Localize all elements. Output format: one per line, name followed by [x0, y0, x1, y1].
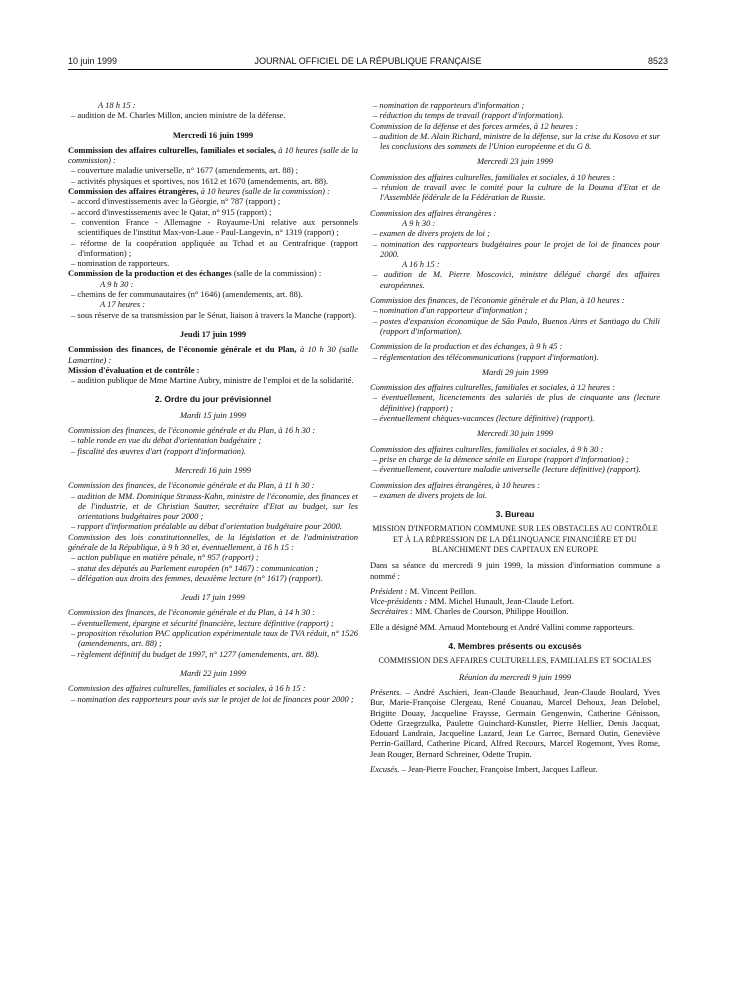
office-holder: Secrétaires : MM. Charles de Courson, Philippe Houillon. — [370, 606, 569, 617]
agenda-item: – réforme de la coopération appliquée au Tchad et au Centrafrique (rapport d'information) ; — [71, 237, 358, 258]
committee-entry: Commission des finances, de l'économie générale et du Plan, à 14 h 30 : — [68, 607, 316, 618]
attendance-excused: Excusés. – Jean-Pierre Foucher, Françoise Imbert, Jacques Lafleur. — [370, 764, 598, 775]
agenda-item: – statut des députés au Parlement européen (n° 1467) : communication ; — [71, 562, 319, 573]
committee-entry: Commission des affaires culturelles, familiales et sociales, à 16 h 15 : — [68, 683, 306, 694]
day-heading: Mardi 22 juin 1999 — [179, 667, 247, 678]
agenda-item: – nomination de rapporteurs. — [71, 258, 170, 269]
page-header — [68, 56, 668, 70]
section-heading: 3. Bureau — [495, 509, 535, 520]
committee-entry: Commission des lois constitutionnelles, de la législation et de l'administration générale de la République, à 9 h 30 et, éventuellement, à 16 h 15 : — [68, 531, 358, 552]
agenda-item: – nomination des rapporteurs budgétaires pour le projet de loi de finances pour 2000. — [373, 238, 660, 259]
agenda-item: – audition de M. Alain Richard, ministre de la défense, sur la crise du Kosovo et sur les conclusions des sommets de l'Union européenne et du G 8. — [373, 130, 660, 152]
agenda-item: – postes d'expansion économique de São Paulo, Buenos Aires et Santiago du Chili (rapport d'information). — [373, 315, 660, 336]
agenda-item: – activités physiques et sportives, nos 1612 et 1670 (amendements, art. 88). — [71, 175, 329, 186]
agenda-item: – table ronde en vue du débat d'orientation budgétaire ; — [71, 435, 262, 446]
day-heading: Mercredi 30 juin 1999 — [476, 428, 554, 439]
agenda-item: – chemins de fer communautaires (n° 1646) (amendements, art. 88). — [71, 289, 303, 300]
committee-entry: Commission des finances, de l'économie générale et du Plan, à 11 h 30 : — [68, 480, 315, 491]
committee-entry: Commission des affaires culturelles, familiales et sociales, à 10 heures : — [370, 171, 616, 182]
agenda-item: – sous réserve de sa transmission par le Sénat, liaison à travers la Manche (rapport). — [71, 309, 357, 320]
header-rule — [68, 69, 668, 70]
committee-entry: Commission des affaires culturelles, familiales et sociales, à 10 heures (salle de la commission) : — [68, 144, 358, 166]
agenda-item: – audition de M. Charles Millon, ancien ministre de la défense. — [71, 110, 286, 121]
committee-entry: Commission des affaires culturelles, familiales et sociales, à 9 h 30 : — [370, 443, 604, 454]
agenda-item: – éventuellement chèques-vacances (lecture définitive) (rapport). — [373, 413, 595, 424]
section-heading: 4. Membres présents ou excusés — [448, 641, 582, 652]
day-heading: Mercredi 16 juin 1999 — [174, 464, 252, 475]
body-paragraph: Dans sa séance du mercredi 9 juin 1999, la mission d'information commune a nommé : — [370, 560, 660, 581]
time-label: A 16 h 15 : — [402, 259, 440, 270]
day-heading: Mardi 15 juin 1999 — [179, 409, 247, 420]
agenda-item: – accord d'investissements avec le Qatar, n° 915 (rapport) ; — [71, 206, 272, 217]
agenda-item: – examen de divers projets de loi. — [373, 489, 488, 500]
agenda-item: – réduction du temps de travail (rapport d'information). — [373, 110, 564, 121]
agenda-item: – nomination des rapporteurs pour avis sur le projet de loi de finances pour 2000 ; — [71, 693, 354, 704]
time-label: A 9 h 30 : — [402, 217, 436, 228]
agenda-item: – prise en charge de la démence sénile en Europe (rapport d'information) ; — [373, 453, 629, 464]
office-holder: Président : M. Vincent Peillon. — [370, 585, 477, 596]
section-heading: 2. Ordre du jour prévisionnel — [154, 394, 272, 405]
committee-entry: Commission des affaires étrangères, à 10 heures : — [370, 479, 540, 490]
right-column — [370, 100, 660, 774]
time-label: A 17 heures : — [100, 299, 146, 310]
committee-entry: Commission des finances, de l'économie générale et du Plan, à 16 h 30 : — [68, 425, 316, 436]
agenda-item: – éventuellement, couverture maladie universelle (lecture définitive) (rapport). — [373, 464, 641, 475]
agenda-item: – réglementation des télécommunications (rapport d'information). — [373, 351, 599, 362]
committee-entry: Commission de la défense et des forces armées, à 12 heures : — [370, 120, 579, 131]
agenda-item: – action publique en matière pénale, n° 957 (rapport) ; — [71, 552, 259, 563]
agenda-item: – rapport d'information préalable au débat d'orientation budgétaire pour 2000. — [71, 521, 343, 532]
committee-entry: Commission des affaires étrangères : — [370, 207, 497, 218]
committee-entry: Commission des affaires culturelles, familiales et sociales, à 12 heures : — [370, 382, 616, 393]
committee-entry: Commission des finances, de l'économie générale et du Plan, à 10 heures : — [370, 295, 625, 306]
attendance-present: Présents. – André Aschieri, Jean-Claude Beauchaud, Jean-Claude Boulard, Yves Bur, Marie-Françoise Clergeau, René Couanau, Marcel Dehoux, Jean Delobel, Brigitte Douay, Jacqueline Fraysse, Germain Gengenwin, Catherine Génisson, Odette Grzegrzulka, Paulette Guinchard-Kunstler, Pierre Hellier, Denis Jacquat, Edouard Landrain, Jacqueline Lazard, Jean Le Garrec, Bernard Outin, Geneviève Perrin-Gaillard, Catherine Picard, Alfred Recours, Marcel Rogemont, Yves Rome, Jean Rouger, Bernard Schreiner, Odette Trupin. — [370, 686, 660, 759]
day-heading: Jeudi 17 juin 1999 — [179, 328, 247, 339]
day-heading: Jeudi 17 juin 1999 — [181, 592, 245, 603]
agenda-item: – proposition résolution PAC application expérimentale taux de TVA réduit, n° 1526 (amendements, art. 88) ; — [71, 628, 358, 649]
body-paragraph: Elle a désigné MM. Arnaud Montebourg et André Vallini comme rapporteurs. — [370, 621, 635, 632]
agenda-item: – éventuellement, épargne et sécurité financière, lecture définitive (rapport) ; — [71, 617, 334, 628]
time-label: A 18 h 15 : — [98, 100, 136, 110]
header-date: 10 juin 1999 — [68, 56, 118, 66]
header-page-number: 8523 — [647, 56, 668, 66]
agenda-item: – nomination d'un rapporteur d'information ; — [373, 305, 528, 316]
day-heading: Mercredi 23 juin 1999 — [476, 156, 554, 167]
agenda-item: – couverture maladie universelle, n° 1677 (amendements, art. 88) ; — [71, 165, 299, 176]
header-journal-title: JOURNAL OFFICIEL DE LA RÉPUBLIQUE FRANÇAISE — [254, 56, 482, 66]
agenda-item: – audition de M. Pierre Moscovici, ministre délégué chargé des affaires européennes. — [373, 269, 660, 290]
agenda-item: – audition publique de Mme Martine Aubry, ministre de l'emploi et de la solidarité. — [71, 375, 354, 386]
agenda-item: – examen de divers projets de loi ; — [373, 228, 490, 239]
agenda-item: – éventuellement, licenciements des salariés de plus de cinquante ans (lecture définitive) (rapport) ; — [373, 392, 660, 413]
mission-title: MISSION D'INFORMATION COMMUNE SUR LES OBSTACLES AU CONTRÔLE ET À LA RÉPRESSION DE LA DÉLINQUANCE FINANCIÈRE ET DU BLANCHIMENT DES CAPITAUX EN EUROPE — [372, 524, 658, 554]
agenda-item: – accord d'investissements avec la Géorgie, n° 787 (rapport) ; — [71, 196, 281, 207]
committee-title: COMMISSION DES AFFAIRES CULTURELLES, FAMILIALES ET SOCIALES — [378, 656, 652, 666]
agenda-item: – règlement définitif du budget de 1997, n° 1277 (amendements, art. 88). — [71, 648, 320, 659]
agenda-item: – fiscalité des œuvres d'art (rapport d'information). — [71, 445, 246, 456]
agenda-item: – nomination de rapporteurs d'information ; — [373, 100, 525, 110]
committee-entry: Commission de la production et des échanges (salle de la commission) : — [68, 268, 322, 279]
day-heading: Mardi 29 juin 1999 — [481, 366, 549, 377]
left-column — [68, 100, 358, 704]
office-holder: Vice-présidents : MM. Michel Hunault, Jean-Claude Lefort. — [370, 596, 575, 607]
committee-entry: Commission de la production et des échanges, à 9 h 45 : — [370, 341, 563, 352]
time-label: A 9 h 30 : — [100, 278, 134, 289]
mission-heading: Mission d'évaluation et de contrôle : — [68, 364, 200, 375]
committee-entry: Commission des finances, de l'économie générale et du Plan, à 10 h 30 (salle Lamartine) : — [68, 344, 358, 365]
agenda-item: – convention France - Allemagne - Royaume-Uni relative aux personnels scientifiques de l'institut Max-von-Laue - Paul-Langevin, n° 1319 (rapport) ; — [71, 216, 358, 238]
agenda-item: – audition de MM. Dominique Strauss-Kahn, ministre de l'économie, des finances et de l'industrie, et de Christian Sautter, secrétaire d'Etat au budget, sur les orientations budgétaires pour 2000 ; — [71, 490, 358, 522]
day-heading: Mercredi 16 juin 1999 — [172, 129, 254, 140]
committee-entry: Commission des affaires étrangères, à 10 heures (salle de la commission) : — [68, 186, 330, 197]
agenda-item: – réunion de travail avec le comité pour la culture de la Douma d'Etat et de l'Assemblée fédérale de la Fédération de Russie. — [373, 182, 660, 203]
meeting-heading: Réunion du mercredi 9 juin 1999 — [459, 671, 571, 682]
agenda-item: – délégation aux droits des femmes, deuxième lecture (n° 1617) (rapport). — [71, 572, 323, 583]
